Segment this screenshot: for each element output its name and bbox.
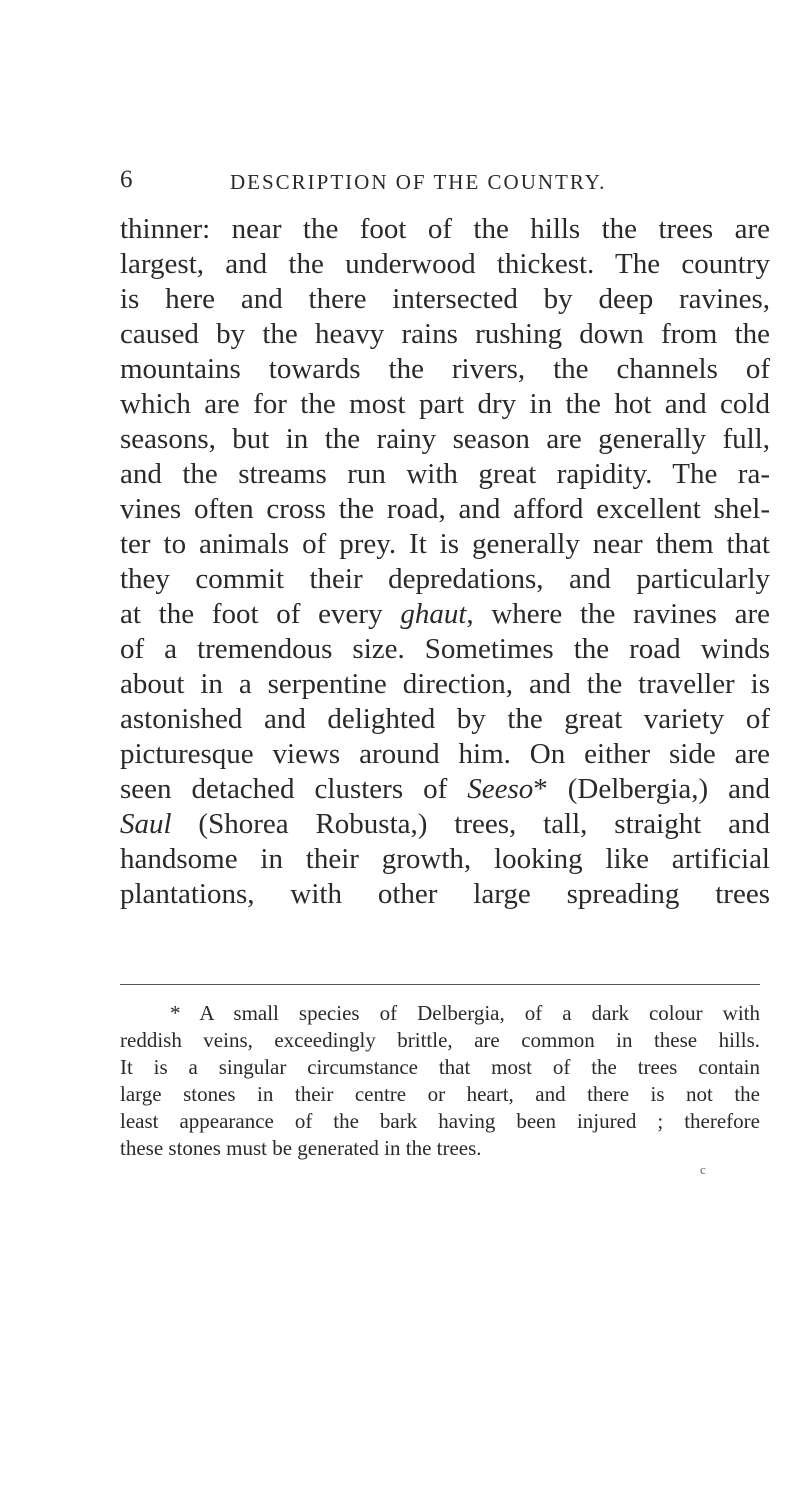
body-text-run: picturesque views around him. On either side are: [120, 738, 770, 770]
body-text-run: caused by the heavy rains rushing down from the: [120, 318, 770, 350]
italic-term: Saul: [120, 808, 172, 840]
body-line: [120, 422, 770, 457]
body-line: [120, 667, 770, 702]
body-text: [120, 212, 770, 912]
body-text-run: and the streams run with great rapidity. The ra-: [120, 458, 770, 490]
body-line: [120, 807, 770, 842]
body-line: [120, 527, 770, 562]
body-text-run: about in a serpentine direction, and the traveller is: [120, 668, 770, 700]
body-line: [120, 737, 770, 772]
body-text-run: at the foot of every: [120, 598, 401, 630]
body-line: [120, 282, 770, 317]
body-text-run: , where the ravines are: [466, 598, 770, 630]
body-line: [120, 597, 770, 632]
footnote-line: It is a singular circumstance that most of the trees contain: [120, 1055, 760, 1079]
italic-term: ghaut: [400, 598, 467, 630]
body-text-run: * (Delbergia,) and: [533, 773, 770, 805]
body-text-run: seasons, but in the rainy season are generally full,: [120, 423, 770, 455]
footnote-line: large stones in their centre or heart, and there is not the: [120, 1082, 760, 1106]
running-head: DESCRIPTION OF THE COUNTRY.: [230, 170, 607, 194]
body-line: [120, 247, 770, 282]
body-line: [120, 772, 770, 807]
body-line: [120, 702, 770, 737]
body-line: [120, 632, 770, 667]
body-line: [120, 387, 770, 422]
body-line: [120, 317, 770, 352]
body-text-run: seen detached clusters of: [120, 773, 468, 805]
body-text-run: of a tremendous size. Sometimes the road winds: [120, 633, 770, 665]
footnote-line: reddish veins, exceedingly brittle, are common in these hills.: [120, 1028, 760, 1052]
body-text-run: mountains towards the rivers, the channels of: [120, 353, 770, 385]
footnote-line: least appearance of the bark having been injured ; therefore: [120, 1109, 760, 1133]
body-text-run: largest, and the underwood thickest. The country: [120, 248, 770, 280]
body-line: [120, 877, 770, 912]
body-line: [120, 842, 770, 877]
italic-term: Seeso: [467, 773, 534, 805]
body-line: [120, 212, 770, 247]
footnote: [120, 1000, 760, 1162]
body-line: [120, 352, 770, 387]
footnote-line: * A small species of Delbergia, of a dark colour with: [170, 1001, 760, 1025]
body-text-run: (Shorea Robusta,) trees, tall, straight and: [171, 808, 770, 840]
body-text-run: ter to animals of prey. It is generally near them that: [120, 528, 770, 560]
body-text-run: astonished and delighted by the great variety of: [120, 703, 770, 735]
body-text-run: which are for the most part dry in the hot and cold: [120, 388, 770, 420]
page-number: 6: [120, 166, 133, 193]
body-text-run: vines often cross the road, and afford excellent shel-: [120, 493, 770, 525]
body-text-run: handsome in their growth, looking like artificial: [120, 843, 770, 875]
body-line: [120, 562, 770, 597]
body-text-run: is here and there intersected by deep ravines,: [120, 283, 770, 315]
body-text-run: they commit their depredations, and particularly: [120, 563, 770, 595]
body-line: [120, 492, 770, 527]
body-text-run: thinner: near the foot of the hills the trees are: [120, 213, 770, 245]
footnote-line: these stones must be generated in the trees.: [120, 1136, 482, 1160]
body-line: [120, 457, 770, 492]
signature-mark: c: [700, 1162, 706, 1177]
footnote-divider: [120, 984, 760, 985]
body-text-run: plantations, with other large spreading trees: [120, 878, 770, 910]
page-header: [120, 166, 760, 196]
